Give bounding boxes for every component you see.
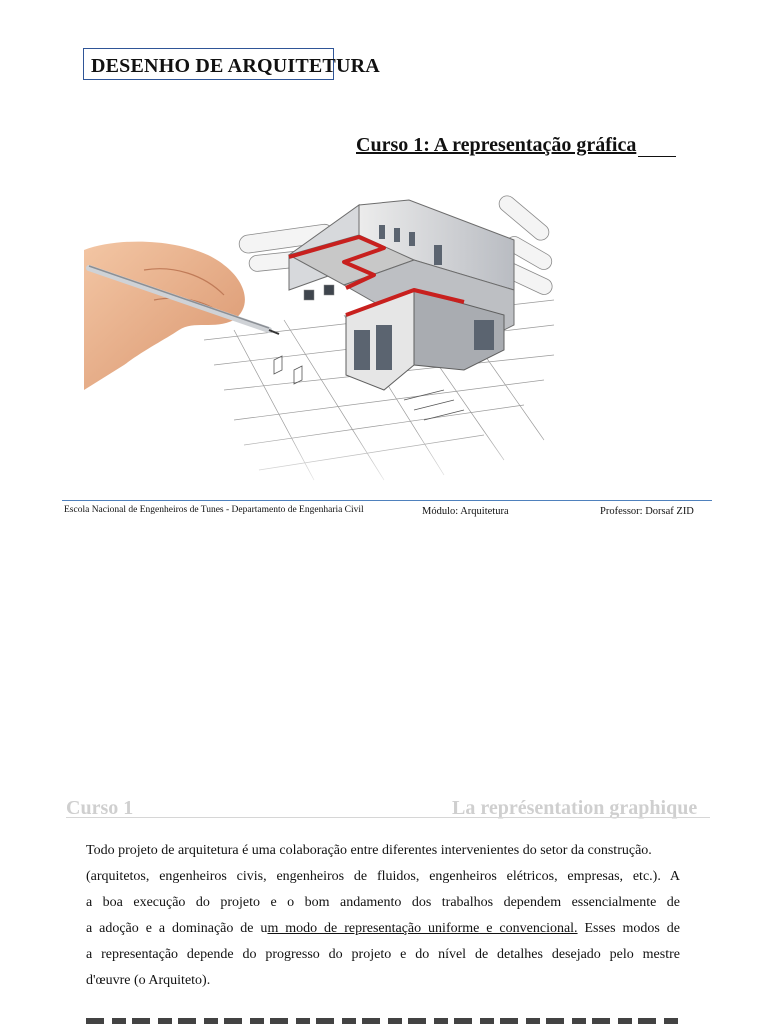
footer-school: Escola Nacional de Engenheiros de Tunes - Departamento de Engenharia Civil bbox=[64, 505, 364, 515]
body-paragraph bbox=[86, 838, 680, 994]
body-line: a boa execução do projeto e o bom andamento dos trabalhos dependem essencialmente de bbox=[86, 895, 680, 910]
section-name: La représentation graphique bbox=[452, 797, 698, 819]
footer-module: Módulo: Arquitetura bbox=[422, 506, 509, 517]
body-line: (arquitetos, engenheiros civis, engenheiros de fluidos, engenheiros elétricos, empresas, etc.). A bbox=[86, 869, 680, 884]
body-line: a representação depende do progresso do projeto e do nível de detalhes desejado pelo mestre bbox=[86, 947, 680, 962]
body-line: Todo projeto de arquitetura é uma colaboração entre diferentes intervenientes do setor da construção. bbox=[86, 843, 652, 858]
body-line: d'œuvre (o Arquiteto). bbox=[86, 973, 211, 988]
course-title bbox=[356, 134, 676, 157]
next-line-cut-off bbox=[86, 1018, 680, 1024]
course-title-text: Curso 1: A representação gráfica bbox=[356, 134, 637, 156]
body-line-part: Esses modos de bbox=[577, 921, 680, 936]
footer-divider bbox=[62, 500, 712, 501]
body-line-underlined: m modo de representação uniforme e convencional. bbox=[267, 921, 578, 936]
document-title: DESENHO DE ARQUITETURA bbox=[91, 55, 380, 77]
course-title-underline-tail bbox=[638, 136, 676, 157]
body-line bbox=[86, 916, 680, 942]
section-number: Curso 1 bbox=[66, 797, 134, 819]
section-divider bbox=[66, 817, 710, 818]
body-line-part: a adoção e a dominação de u bbox=[86, 921, 268, 936]
architecture-model-with-hand-drawing-illustration bbox=[84, 190, 562, 490]
footer-professor: Professor: Dorsaf ZID bbox=[600, 506, 694, 517]
